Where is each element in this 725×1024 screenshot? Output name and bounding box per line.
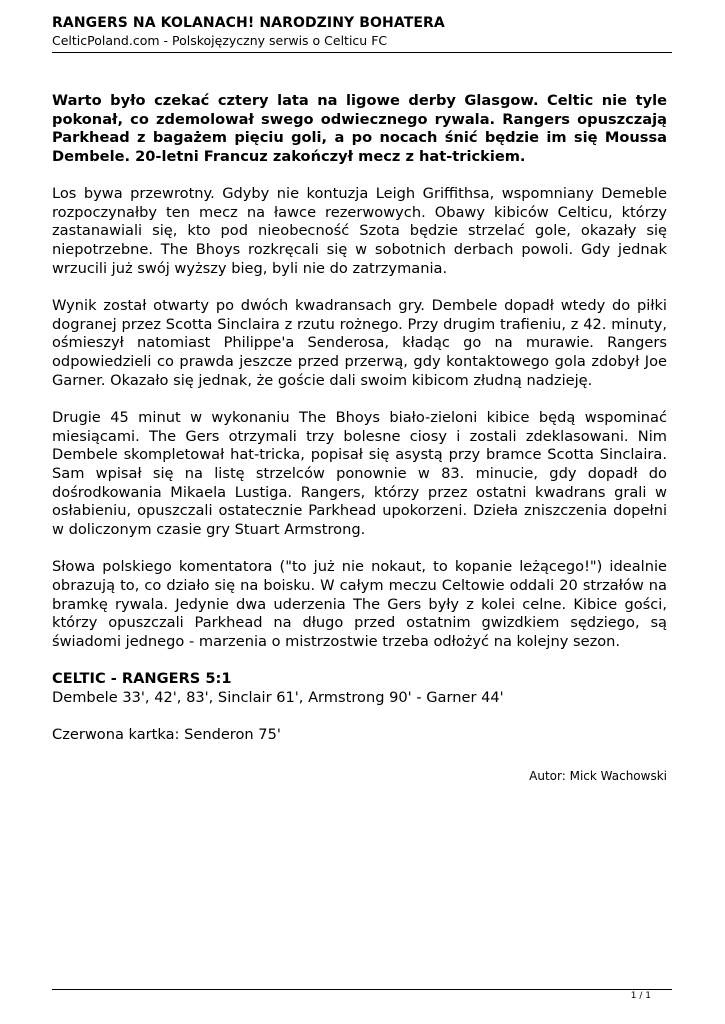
- goal-scorers: Dembele 33', 42', 83', Sinclair 61', Armstrong 90' - Garner 44': [52, 688, 504, 706]
- match-score: CELTIC - RANGERS 5:1: [52, 670, 232, 688]
- article-paragraph-3: Drugie 45 minut w wykonaniu The Bhoys biało-zieloni kibice będą wspominać miesiącami. The Gers otrzymali trzy bolesne ciosy i zostali zdeklasowani. Nim Dembele skompletował hat-tricka, popisał się asystą przy bramce Scotta Sinclaira. Sam wpisał się na listę strzelców ponownie w 83. minucie, gdy dopadł do dośrodkowania Mikaela Lustiga. Rangers, którzy przez ostatni kwadrans grali w osłabieniu, opuszczali ostatecznie Parkhead upokorzeni. Dzieła zniszczenia dopełni w doliczonym czasie gry Stuart Armstrong.: [52, 408, 667, 539]
- page-title: RANGERS NA KOLANACH! NARODZINY BOHATERA: [52, 15, 445, 31]
- article-paragraph-4: Słowa polskiego komentatora ("to już nie nokaut, to kopanie leżącego!") idealnie obrazują to, co działo się na boisku. W całym meczu Celtowie oddali 20 strzałów na bramkę rywala. Jedynie dwa uderzenia The Gers były z kolei celne. Kibice gości, którzy opuszczali Parkhead na długo przed ostatnim gwizdkiem sędziego, są świadomi jednego - marzenia o mistrzostwie trzeba odłożyć na kolejny sezon.: [52, 558, 667, 651]
- footer-divider: [52, 989, 672, 990]
- red-card-info: Czerwona kartka: Senderon 75': [52, 726, 281, 744]
- article-lead: Warto było czekać cztery lata na ligowe derby Glasgow. Celtic nie tyle pokonał, co zdemolował swego odwiecznego rywala. Rangers opuszczają Parkhead z bagażem pięciu goli, a po nocach śnić będzie im się Moussa Dembele. 20-letni Francuz zakończył mecz z hat-trickiem.: [52, 92, 667, 166]
- article-author: Autor: Mick Wachowski: [529, 768, 667, 783]
- article-body: [52, 92, 667, 786]
- site-subtitle: CelticPoland.com - Polskojęzyczny serwis o Celticu FC: [52, 33, 388, 48]
- page-header: [52, 14, 672, 49]
- article-paragraph-2: Wynik został otwarty po dwóch kwadransach gry. Dembele dopadł wtedy do piłki dogranej przez Scotta Sinclaira z rzutu rożnego. Przy drugim trafieniu, z 42. minuty, ośmieszył natomiast Philippe'a Senderosa, kładąc go na murawie. Rangers odpowiedzieli co prawda jeszcze przed przerwą, gdy kontaktowego gola zdobył Joe Garner. Okazało się jednak, że goście dali swoim kibicom złudną nadzieję.: [52, 296, 667, 389]
- page-number: 1 / 1: [630, 991, 651, 1001]
- header-divider: [52, 52, 672, 53]
- article-paragraph-1: Los bywa przewrotny. Gdyby nie kontuzja Leigh Griffithsa, wspomniany Demeble rozpoczynałby ten mecz na ławce rezerwowych. Obawy kibiców Celticu, którzy zastanawiali się, kto pod nieobecność Szota będzie strzelać gole, okazały się niepotrzebne. The Bhoys rozkręcali się w sobotnich derbach powoli. Gdy jednak wrzucili już swój wyższy bieg, byli nie do zatrzymania.: [52, 184, 667, 277]
